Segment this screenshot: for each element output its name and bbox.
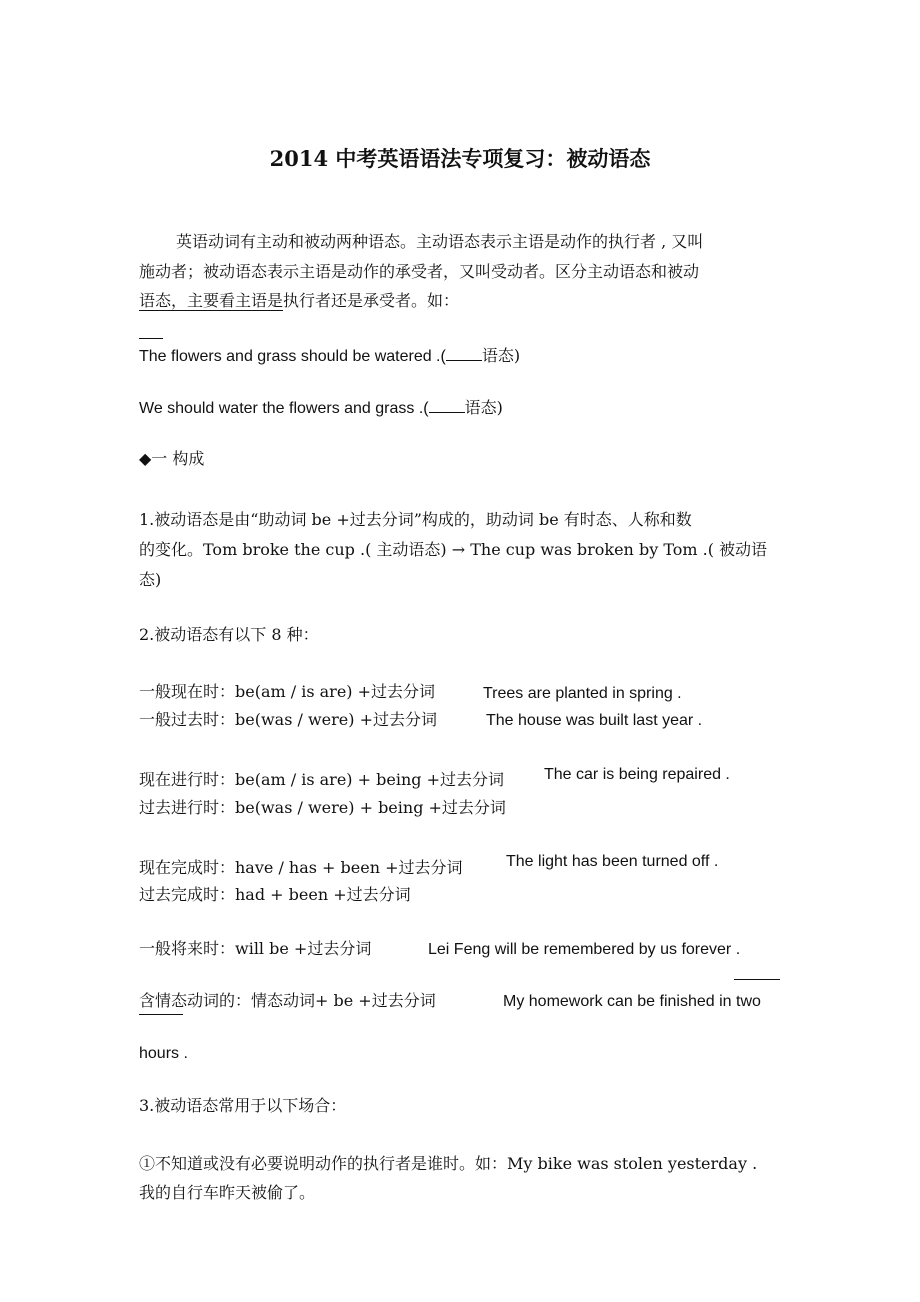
point-2-heading: 2.被动语态有以下 8 种：	[139, 625, 319, 644]
underline-mark	[139, 338, 163, 339]
tense-example-simple-future: Lei Feng will be remembered by us forever .	[428, 941, 741, 958]
intro-line-3-rest: 执行者还是承受者。如：	[283, 291, 460, 310]
tense-label-present-perfect: 现在完成时：have / has + been +过去分词	[139, 858, 463, 877]
point-1-line-c: 态)	[139, 570, 162, 589]
answer-blank-1[interactable]	[446, 346, 482, 361]
underline-mark	[139, 1014, 183, 1015]
intro-line-1: 英语动词有主动和被动两种语态。主动语态表示主语是动作的执行者 , 又叫	[176, 232, 704, 251]
example-1	[139, 343, 520, 370]
tense-example-modal: My homework can be finished in two	[503, 993, 761, 1010]
point-3-heading: 3.被动语态常用于以下场合：	[139, 1096, 347, 1115]
example-1-tail: 语态)	[481, 346, 521, 365]
example-2-tail: 语态)	[464, 398, 503, 417]
tense-label-simple-present: 一般现在时：be(am / is are) +过去分词	[139, 682, 436, 701]
tense-label-past-perfect: 过去完成时：had + been +过去分词	[139, 885, 411, 904]
intro-line-2: 施动者；被动语态表示主语是动作的承受者，又叫受动者。区分主动语态和被动	[139, 262, 700, 281]
usage-1-line-2: 我的自行车昨天被偷了。	[139, 1183, 316, 1202]
underline-mark	[734, 979, 780, 980]
example-2	[139, 395, 503, 422]
page-title: 2014 中考英语语法专项复习：被动语态	[269, 146, 651, 171]
tense-example-modal-continued: hours .	[139, 1045, 188, 1062]
intro-underlined-phrase: 语态，主要看主语是	[139, 291, 284, 310]
tense-example-simple-past: The house was built last year .	[486, 712, 703, 729]
point-1-line-a: 1.被动语态是由“助动词 be +过去分词”构成的，助动词 be 有时态、人称和数	[139, 510, 692, 529]
example-2-sentence: We should water the flowers and grass .(	[139, 400, 429, 417]
tense-example-present-continuous: The car is being repaired .	[544, 766, 730, 783]
tense-label-simple-future: 一般将来时：will be +过去分词	[139, 939, 372, 958]
tense-label-past-continuous: 过去进行时：be(was / were) + being +过去分词	[139, 798, 506, 817]
tense-label-present-continuous: 现在进行时：be(am / is are) + being +过去分词	[139, 770, 504, 789]
usage-1-line-1: ①不知道或没有必要说明动作的执行者是谁时。如：My bike was stolen yesterday .	[139, 1154, 758, 1173]
point-1-line-b: 的变化。Tom broke the cup .( 主动语态) → The cup was broken by Tom .( 被动语	[139, 540, 768, 559]
tense-example-simple-present: Trees are planted in spring .	[483, 685, 682, 702]
tense-label-simple-past: 一般过去时：be(was / were) +过去分词	[139, 710, 437, 729]
section-heading-structure: ◆一 构成	[139, 449, 205, 468]
answer-blank-2[interactable]	[429, 398, 465, 413]
example-1-sentence: The flowers and grass should be watered .(	[139, 348, 446, 365]
tense-example-present-perfect: The light has been turned off .	[506, 853, 719, 870]
tense-label-modal: 含情态动词的：情态动词+ be +过去分词	[139, 991, 436, 1010]
intro-line-3	[139, 288, 459, 314]
